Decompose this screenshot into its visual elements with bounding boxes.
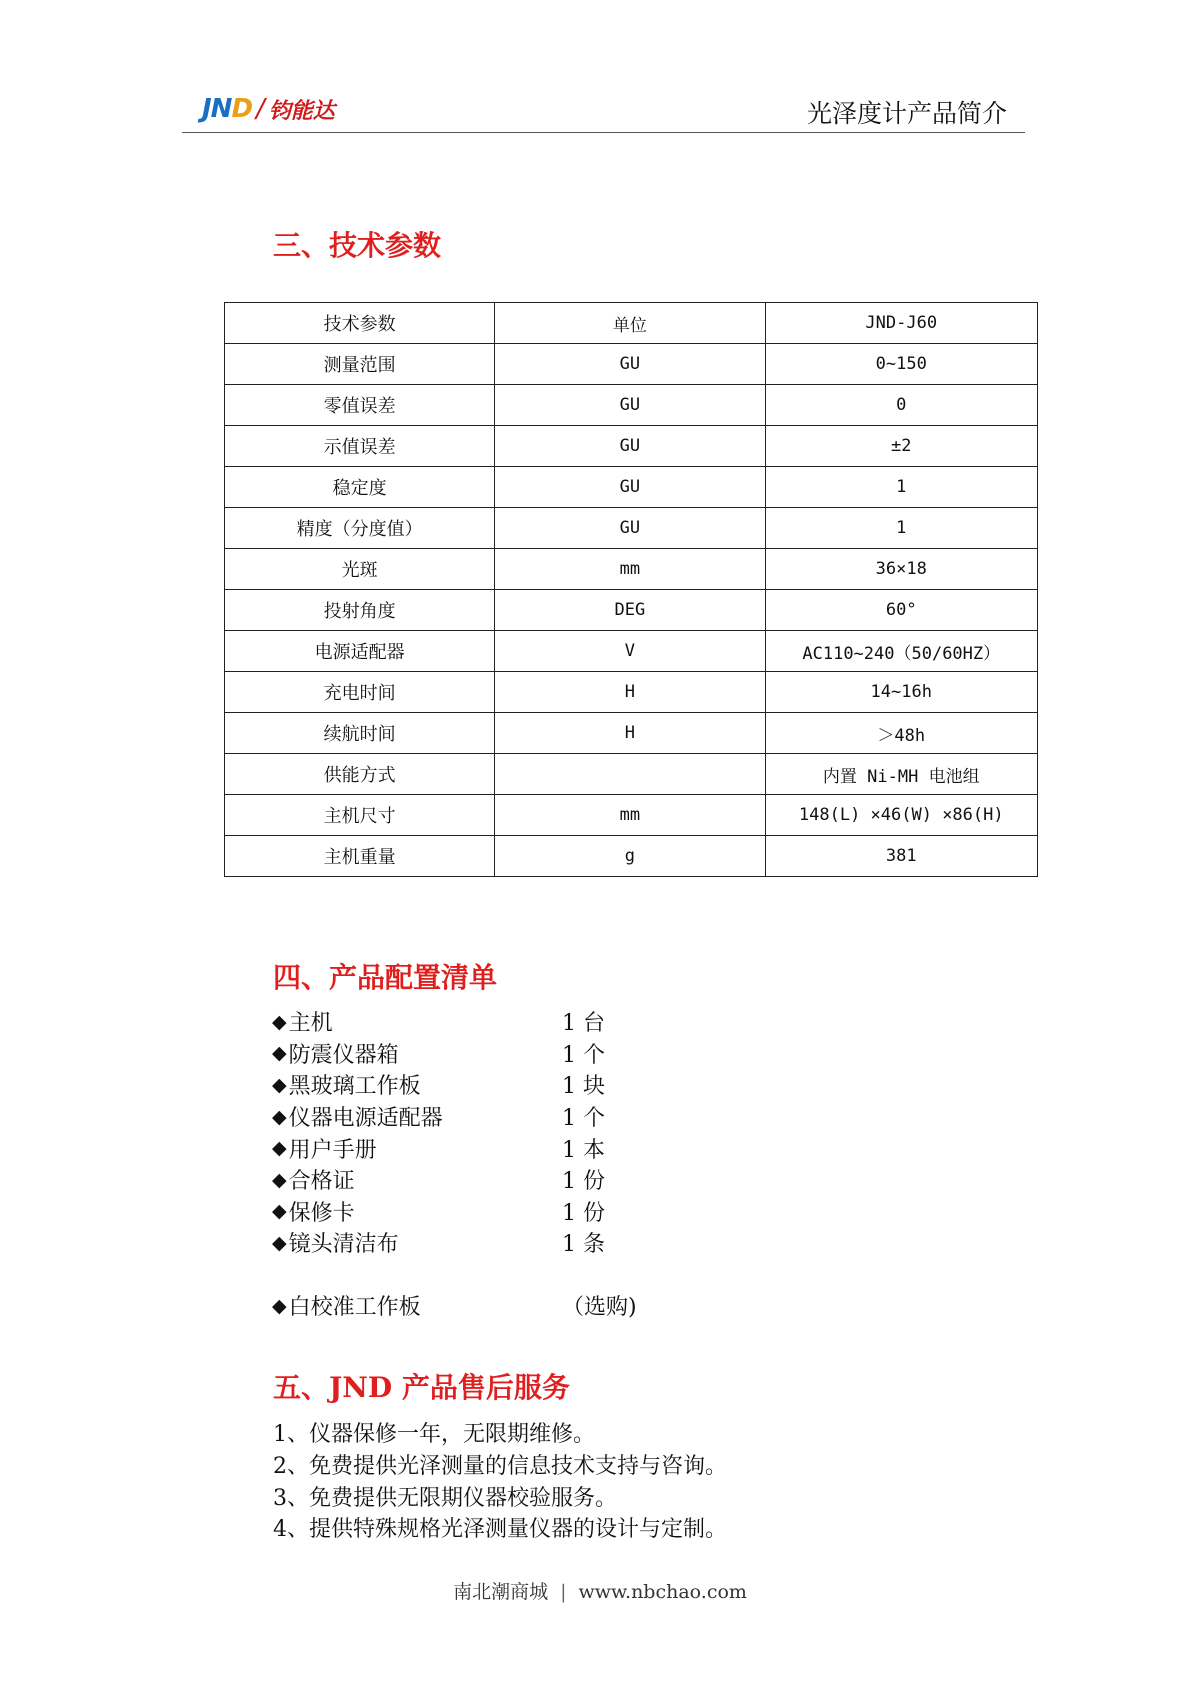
table-cell: 主机重量: [225, 836, 495, 877]
diamond-bullet-icon: ◆: [272, 1073, 287, 1096]
table-row: [225, 672, 1038, 713]
diamond-bullet-icon: ◆: [272, 1010, 287, 1033]
table-cell: V: [495, 631, 765, 672]
table-cell: GU: [495, 426, 765, 467]
item-name: 镜头清洁布: [288, 1232, 399, 1258]
logo-mark: JND: [202, 94, 253, 124]
footer-site-name: 南北潮商城: [453, 1581, 549, 1603]
table-row: [225, 631, 1038, 672]
table-header-cell: 单位: [495, 303, 765, 344]
list-item: [272, 1101, 637, 1133]
footer-url: www.nbchao.com: [578, 1581, 747, 1603]
table-cell: 60°: [765, 590, 1037, 631]
list-item: [272, 1196, 637, 1228]
logo-chinese-name: 钧能达: [268, 97, 335, 124]
table-cell: [495, 754, 765, 795]
section-title-after-sales: 五、JND 产品售后服务: [273, 1371, 570, 1404]
item-name-cell: [272, 1006, 562, 1037]
item-quantity: 1 份: [562, 1169, 605, 1195]
item-quantity: 1 个: [562, 1042, 605, 1068]
table-cell: g: [495, 836, 765, 877]
table-cell: mm: [495, 795, 765, 836]
table-cell: mm: [495, 549, 765, 590]
table-row: [225, 426, 1038, 467]
table-cell: 供能方式: [225, 754, 495, 795]
table-cell: GU: [495, 385, 765, 426]
table-row: [225, 385, 1038, 426]
table-row: [225, 590, 1038, 631]
table-cell: 零值误差: [225, 385, 495, 426]
item-name: 主机: [288, 1011, 333, 1037]
list-item: [272, 1132, 637, 1164]
table-cell: H: [495, 713, 765, 754]
table-cell: 14~16h: [765, 672, 1037, 713]
table-row: [225, 836, 1038, 877]
service-item: 4、提供特殊规格光泽测量仪器的设计与定制。: [273, 1517, 727, 1543]
table-cell: DEG: [495, 590, 765, 631]
section-title-tech-params: 三、技术参数: [273, 229, 442, 262]
document-title: 光泽度计产品简介: [806, 99, 1007, 128]
table-cell: 投射角度: [225, 590, 495, 631]
item-quantity: 1 个: [562, 1106, 605, 1132]
item-quantity: 1 本: [562, 1137, 605, 1163]
item-name-cell: [272, 1038, 562, 1069]
item-name: 黑玻璃工作板: [288, 1074, 421, 1100]
item-name-cell: [272, 1069, 562, 1100]
diamond-bullet-icon: ◆: [272, 1294, 287, 1317]
service-list: [273, 1417, 727, 1544]
item-quantity: 1 台: [562, 1011, 605, 1037]
table-cell: 稳定度: [225, 467, 495, 508]
table-header-cell: JND-J60: [765, 303, 1037, 344]
table-cell: 充电时间: [225, 672, 495, 713]
table-cell: 电源适配器: [225, 631, 495, 672]
table-row: [225, 713, 1038, 754]
table-row: [225, 508, 1038, 549]
diamond-bullet-icon: ◆: [272, 1200, 287, 1223]
table-cell: 1: [765, 508, 1037, 549]
table-cell: 381: [765, 836, 1037, 877]
spec-table: [224, 302, 1038, 877]
service-item: 1、仪器保修一年，无限期维修。: [273, 1422, 595, 1448]
diamond-bullet-icon: ◆: [272, 1042, 287, 1065]
diamond-bullet-icon: ◆: [272, 1105, 287, 1128]
table-header-cell: 技术参数: [225, 303, 495, 344]
item-name-cell: [272, 1227, 562, 1258]
diamond-bullet-icon: ◆: [272, 1137, 287, 1160]
item-name: 保修卡: [288, 1200, 355, 1226]
list-item: [272, 1006, 637, 1038]
footer-separator: |: [560, 1581, 567, 1603]
page-footer: [0, 1577, 1200, 1604]
section-title-config-list: 四、产品配置清单: [273, 961, 498, 994]
table-cell: 光斑: [225, 549, 495, 590]
table-cell: 内置 Ni-MH 电池组: [765, 754, 1037, 795]
table-row: [225, 344, 1038, 385]
table-row: [225, 467, 1038, 508]
table-cell: H: [495, 672, 765, 713]
logo-slash: /: [256, 94, 265, 124]
table-row: [225, 754, 1038, 795]
item-name: 防震仪器箱: [288, 1042, 399, 1068]
table-cell: 精度（分度值）: [225, 508, 495, 549]
table-row: [225, 549, 1038, 590]
diamond-bullet-icon: ◆: [272, 1231, 287, 1254]
table-cell: GU: [495, 508, 765, 549]
item-name-cell: [272, 1164, 562, 1195]
list-gap: [272, 1259, 637, 1290]
item-name-cell: [272, 1290, 562, 1321]
item-name: 白校准工作板: [288, 1295, 421, 1321]
item-name-cell: [272, 1133, 562, 1164]
table-cell: ＞48h: [765, 713, 1037, 754]
table-cell: 续航时间: [225, 713, 495, 754]
list-item: [272, 1227, 637, 1259]
brand-logo: [202, 94, 335, 124]
item-name: 用户手册: [288, 1137, 377, 1163]
item-quantity: 1 块: [562, 1074, 605, 1100]
service-item: 3、免费提供无限期仪器校验服务。: [273, 1485, 617, 1511]
table-header-row: [225, 303, 1038, 344]
table-cell: 0~150: [765, 344, 1037, 385]
table-cell: GU: [495, 467, 765, 508]
table-cell: 测量范围: [225, 344, 495, 385]
table-cell: 36×18: [765, 549, 1037, 590]
service-item: 2、免费提供光泽测量的信息技术支持与咨询。: [273, 1454, 727, 1480]
table-cell: ±2: [765, 426, 1037, 467]
item-name: 仪器电源适配器: [288, 1106, 443, 1132]
item-quantity: 1 份: [562, 1200, 605, 1226]
list-item: [272, 1069, 637, 1101]
config-list: [272, 1006, 637, 1321]
item-name: 合格证: [288, 1169, 355, 1195]
table-cell: 1: [765, 467, 1037, 508]
item-quantity: （选购): [562, 1295, 637, 1321]
table-cell: 示值误差: [225, 426, 495, 467]
list-item: [272, 1290, 637, 1322]
list-item: [272, 1038, 637, 1070]
list-item: [272, 1164, 637, 1196]
page-header: [182, 88, 1025, 133]
table-cell: 0: [765, 385, 1037, 426]
table-cell: AC110~240（50/60HZ）: [765, 631, 1037, 672]
item-name-cell: [272, 1101, 562, 1132]
item-name-cell: [272, 1196, 562, 1227]
diamond-bullet-icon: ◆: [272, 1168, 287, 1191]
table-cell: 主机尺寸: [225, 795, 495, 836]
item-quantity: 1 条: [562, 1232, 605, 1258]
table-row: [225, 795, 1038, 836]
table-cell: 148(L) ×46(W) ×86(H): [765, 795, 1037, 836]
table-cell: GU: [495, 344, 765, 385]
